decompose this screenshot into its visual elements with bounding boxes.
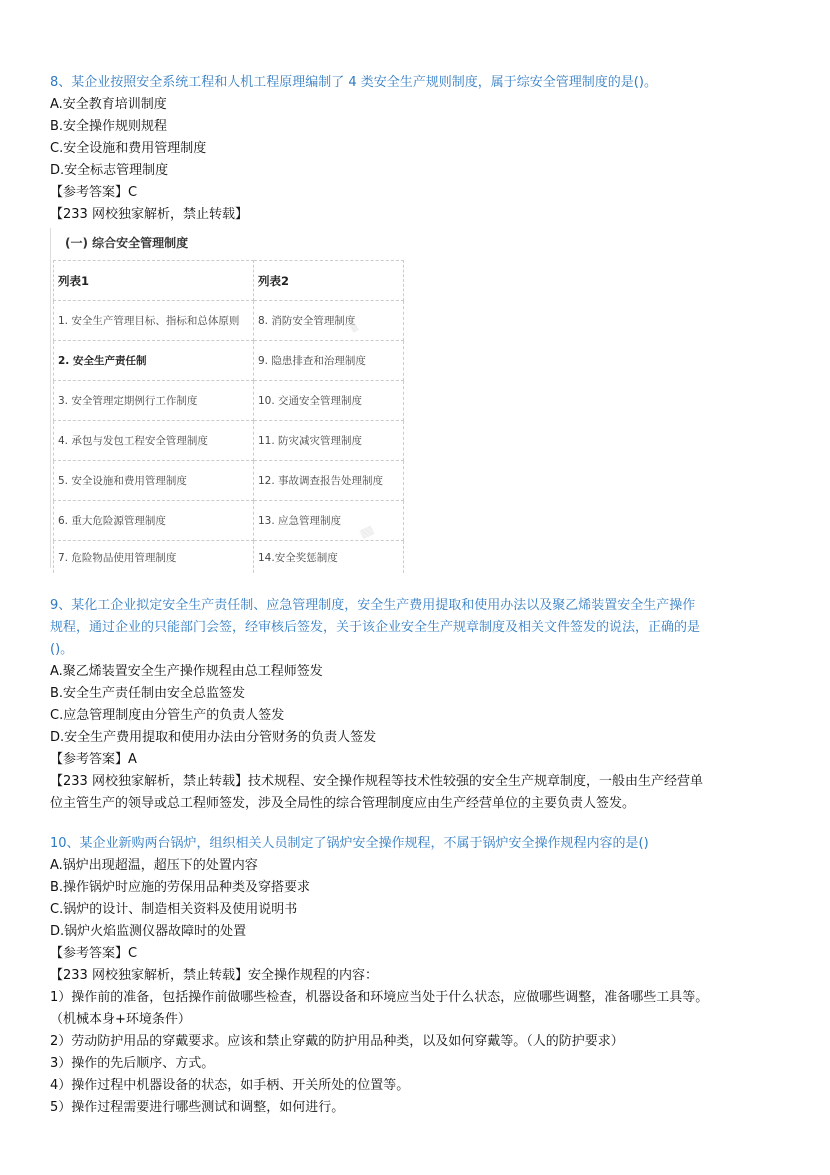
q8-analysis-label: 【233 网校独家解析，禁止转载】 [50, 207, 248, 222]
q9-answer: 【参考答案】A [50, 752, 137, 767]
table-cell: 1. 安全生产管理目标、指标和总体原则 [54, 301, 254, 341]
q9-option-a: A.聚乙烯装置安全生产操作规程由总工程师签发 [50, 664, 323, 679]
q10-point-2: 2）劳动防护用品的穿戴要求。应该和禁止穿戴的防护用品种类，以及如何穿戴等。（人的防护要求） [50, 1034, 624, 1049]
table-header: 列表1 [54, 261, 254, 301]
table-cell: 8. 消防安全管理制度 [254, 301, 404, 341]
q10-answer: 【参考答案】C [50, 946, 138, 961]
q10-stem: 10、某企业新购两台锅炉，组织相关人员制定了锅炉安全操作规程，不属于锅炉安全操作规程内容的是() [50, 836, 649, 851]
table-cell: 14.安全奖惩制度 [254, 541, 404, 574]
table-cell: 9. 隐患排查和治理制度 [254, 341, 404, 381]
q9-analysis-line1: 【233 网校独家解析，禁止转载】技术规程、安全操作规程等技术性较强的安全生产规章制度，一般由生产经营单 [50, 774, 703, 789]
q9-option-c: C.应急管理制度由分管生产的负责人签发 [50, 708, 285, 723]
table-cell: 12. 事故调查报告处理制度 [254, 461, 404, 501]
q8-answer: 【参考答案】C [50, 185, 138, 200]
q10-point-4: 4）操作过程中机器设备的状态，如手柄、开关所处的位置等。 [50, 1078, 410, 1093]
q9-stem-line3: ()。 [50, 642, 74, 657]
watermark-mark: ▒ [349, 322, 359, 333]
q10-point-3: 3）操作的先后顺序、方式。 [50, 1056, 215, 1071]
q10-analysis-intro: 【233 网校独家解析，禁止转载】安全操作规程的内容： [50, 968, 378, 983]
table-header: 列表2 [254, 261, 404, 301]
q10-option-c: C.锅炉的设计、制造相关资料及使用说明书 [50, 902, 298, 917]
table-cell: 7. 危险物品使用管理制度 [54, 541, 254, 574]
table-cell: 6. 重大危险源管理制度 [54, 501, 254, 541]
q8-option-a: A.安全教育培训制度 [50, 97, 167, 112]
table-cell: 4. 承包与发包工程安全管理制度 [54, 421, 254, 461]
figure-table [53, 260, 404, 573]
table-cell: 2. 安全生产责任制 [54, 341, 254, 381]
table-cell: 11. 防灾减灾管理制度 [254, 421, 404, 461]
table-cell: 5. 安全设施和费用管理制度 [54, 461, 254, 501]
q10-point-5: 5）操作过程需要进行哪些测试和调整，如何进行。 [50, 1100, 345, 1115]
q9-analysis-line2: 位主管生产的领导或总工程师签发，涉及全局性的综合管理制度应由生产经营单位的主要负责人签发。 [50, 796, 636, 811]
q8-stem: 8、某企业按照安全系统工程和人机工程原理编制了 4 类安全生产规则制度，属于综安全管理制度的是()。 [50, 75, 657, 90]
q9-option-b: B.安全生产责任制由安全总监签发 [50, 686, 246, 701]
figure-title: (一) 综合安全管理制度 [65, 236, 189, 250]
table-row [54, 461, 404, 501]
table-cell: 10. 交通安全管理制度 [254, 381, 404, 421]
q10-option-a: A.锅炉出现超温，超压下的处置内容 [50, 858, 258, 873]
q9-option-d: D.安全生产费用提取和使用办法由分管财务的负责人签发 [50, 730, 377, 745]
q8-option-c: C.安全设施和费用管理制度 [50, 141, 207, 156]
q10-point-1-note: （机械本身+环境条件） [50, 1012, 191, 1027]
q10-option-b: B.操作锅炉时应施的劳保用品种类及穿搭要求 [50, 880, 311, 895]
table-row [54, 301, 404, 341]
q8-option-b: B.安全操作规则规程 [50, 119, 168, 134]
q9-stem-line1: 9、某化工企业拟定安全生产责任制、应急管理制度，安全生产费用提取和使用办法以及聚乙烯装置安全生产操作 [50, 598, 696, 613]
table-header-row [54, 261, 404, 301]
q8-analysis-figure [50, 228, 407, 568]
table-row [54, 381, 404, 421]
table-cell: 3. 安全管理定期例行工作制度 [54, 381, 254, 421]
watermark-mark: ▒▒ [359, 525, 375, 540]
q9-stem-line2: 规程，通过企业的只能部门会签，经审核后签发，关于该企业安全生产规章制度及相关文件签发的说法，正确的是 [50, 620, 701, 635]
table-row [54, 341, 404, 381]
table-row [54, 541, 404, 574]
q10-option-d: D.锅炉火焰监测仪器故障时的处置 [50, 924, 247, 939]
table-row [54, 421, 404, 461]
table-row [54, 501, 404, 541]
table-cell: 13. 应急管理制度 [254, 501, 404, 541]
q10-point-1: 1）操作前的准备，包括操作前做哪些检查，机器设备和环境应当处于什么状态，应做哪些调整，准备哪些工具等。 [50, 990, 709, 1005]
q8-option-d: D.安全标志管理制度 [50, 163, 169, 178]
